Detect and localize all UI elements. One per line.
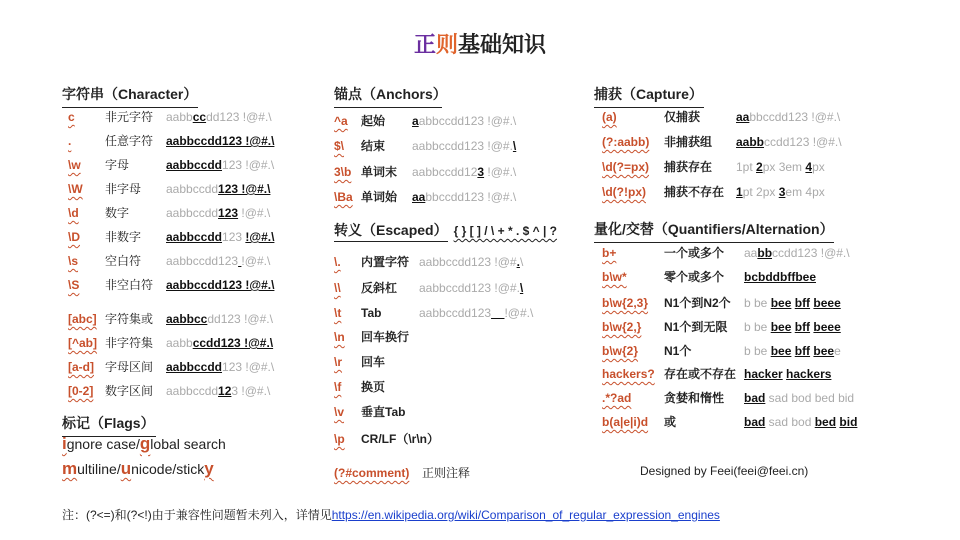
- description: 起始: [361, 114, 386, 128]
- pattern: [0-2]: [68, 384, 94, 398]
- non-match: aa: [744, 246, 758, 260]
- match: beee: [813, 296, 841, 310]
- pattern: b\w{2}: [602, 344, 639, 358]
- table-row: [334, 253, 604, 273]
- table-row: [62, 204, 332, 224]
- non-match: !@#.\: [241, 254, 271, 268]
- flag-text: gnore case/: [66, 436, 140, 452]
- example: [166, 228, 274, 246]
- pattern: \.: [334, 255, 341, 269]
- match: bad: [744, 391, 766, 405]
- non-match: 123 !@#.\: [222, 360, 275, 374]
- table-row: [62, 310, 332, 330]
- table-row: [598, 413, 868, 433]
- example: [166, 276, 274, 294]
- match: 3: [477, 165, 485, 179]
- table-row: [62, 228, 332, 248]
- match: 123 !@#.\: [218, 182, 271, 196]
- non-match: aabbccdd123: [166, 254, 239, 268]
- example: [744, 244, 850, 262]
- flags-line-1: [62, 434, 226, 454]
- escaped-chars: { } [ ] / \ + * . $ ^ | ?: [453, 224, 557, 238]
- non-match: pt 2px: [742, 185, 779, 199]
- flag-text: ultiline/: [77, 461, 121, 477]
- table-row: [62, 382, 332, 402]
- match: bff: [794, 320, 811, 334]
- match: bad: [744, 415, 766, 429]
- table-row: [62, 108, 332, 128]
- non-match: !@#.\: [484, 165, 517, 179]
- non-match: px: [812, 160, 825, 174]
- match: 3: [778, 185, 786, 199]
- match: bee: [770, 296, 792, 310]
- example: [166, 382, 270, 400]
- non-match: !@#.\: [504, 306, 534, 320]
- pattern: \p: [334, 432, 345, 446]
- example: [419, 253, 523, 271]
- pattern: \Ba: [334, 190, 353, 204]
- match: a: [412, 114, 419, 128]
- description: 回车换行: [361, 330, 410, 344]
- match: aabbccdd: [166, 230, 223, 244]
- match: 2: [756, 160, 763, 174]
- table-row: [598, 158, 868, 178]
- non-match: aabb: [166, 336, 193, 350]
- pattern: \S: [68, 278, 80, 292]
- non-match: 1pt: [736, 160, 757, 174]
- example: [419, 304, 533, 322]
- match: hackers: [786, 367, 832, 381]
- pattern: \w: [68, 158, 81, 172]
- table-row: [334, 378, 604, 398]
- match: !@#.\: [245, 230, 275, 244]
- example: [419, 279, 523, 297]
- table-row: [598, 133, 868, 153]
- non-match: aabb: [166, 110, 193, 124]
- flag-letter: y: [204, 459, 214, 478]
- example: [166, 132, 274, 150]
- match: __: [491, 306, 505, 320]
- non-match: 123 !@#.\: [222, 158, 275, 172]
- table-row: [334, 137, 604, 157]
- footnote: [62, 506, 720, 523]
- anchors-header: 锚点（Anchors）: [334, 84, 442, 108]
- comment-pattern: (?#comment): [334, 466, 410, 480]
- non-match: b be: [744, 344, 771, 358]
- pattern: (?:aabb): [602, 135, 650, 149]
- description: 单词始: [361, 190, 398, 204]
- table-row: [334, 353, 604, 373]
- match: bee: [813, 344, 835, 358]
- description: 内置字符: [361, 255, 410, 269]
- description: 非字母: [105, 182, 142, 196]
- table-row: [62, 276, 332, 296]
- description: 零个或多个: [664, 270, 725, 284]
- match: aabbccdd: [166, 360, 223, 374]
- table-row: [334, 304, 604, 324]
- match: aa: [412, 190, 426, 204]
- example: [736, 183, 825, 201]
- non-match: aabbccdd123 !@#.: [419, 281, 520, 295]
- page-title: [0, 28, 960, 59]
- match: aabbccdd123 !@#.\: [166, 134, 275, 148]
- description: 字母区间: [105, 360, 154, 374]
- flag-text: nicode/stick: [131, 461, 205, 477]
- non-match: aabbccdd123: [419, 306, 492, 320]
- description: 数字区间: [105, 384, 154, 398]
- non-match: bbccdd123 !@#.\: [749, 110, 841, 124]
- pattern: \f: [334, 380, 342, 394]
- pattern: c: [68, 110, 75, 124]
- non-match: px 3em: [762, 160, 806, 174]
- example: [736, 133, 842, 151]
- description: 空白符: [105, 254, 142, 268]
- table-row: [598, 342, 868, 362]
- example: [166, 108, 272, 126]
- non-match: aabbccdd: [166, 206, 219, 220]
- flag-letter: g: [139, 434, 151, 453]
- description: 任意字符: [105, 134, 154, 148]
- title-part-3: 基础知识: [458, 32, 547, 57]
- example: [412, 137, 516, 155]
- non-match: sad bod bed bid: [765, 391, 855, 405]
- non-match: e: [834, 344, 841, 358]
- description: 非元字符: [105, 110, 154, 124]
- pattern: (a): [602, 110, 617, 124]
- match: ccdd123 !@#.\: [192, 336, 274, 350]
- pattern: \d(?!px): [602, 185, 646, 199]
- example: [744, 318, 841, 336]
- description: 数字: [105, 206, 130, 220]
- example: [744, 413, 857, 431]
- example: [744, 342, 841, 360]
- table-row: [598, 294, 868, 314]
- description: 字母: [105, 158, 130, 172]
- table-row: [334, 112, 604, 132]
- pattern: \r: [334, 355, 343, 369]
- non-match: dd123 !@#.\: [207, 312, 273, 326]
- flag-text: lobal search: [150, 436, 226, 452]
- table-row: [334, 163, 604, 183]
- pattern: \n: [334, 330, 345, 344]
- pattern: \d: [68, 206, 79, 220]
- non-match: 3 !@#.\: [231, 384, 271, 398]
- example: [744, 268, 816, 286]
- title-part-1: 正: [413, 32, 436, 57]
- pattern: .: [68, 134, 72, 148]
- description: 结束: [361, 139, 386, 153]
- description: 贪婪和惰性: [664, 391, 725, 405]
- example: [744, 294, 841, 312]
- non-match: aabbccdd: [166, 182, 219, 196]
- non-match: !@#.\: [238, 206, 271, 220]
- match: bcbddbffbee: [744, 270, 816, 284]
- non-match: em 4px: [785, 185, 825, 199]
- table-row: [62, 252, 332, 272]
- match: .: [516, 255, 520, 269]
- description: N1个到N2个: [664, 296, 731, 310]
- pattern: \s: [68, 254, 79, 268]
- pattern: b(a|e|i)d: [602, 415, 649, 429]
- match: beee: [813, 320, 841, 334]
- pattern: [abc]: [68, 312, 97, 326]
- pattern: [a-d]: [68, 360, 94, 374]
- description: Tab: [361, 306, 382, 320]
- table-row: [62, 334, 332, 354]
- description: 或: [664, 415, 677, 429]
- match: aabbccdd: [166, 158, 223, 172]
- description: 单词末: [361, 165, 398, 179]
- example: [412, 188, 516, 206]
- description: 非数字: [105, 230, 142, 244]
- flag-letter: m: [62, 459, 78, 478]
- non-match: b be: [744, 296, 771, 310]
- table-row: [334, 279, 604, 299]
- non-match: aabbccdd12: [412, 165, 478, 179]
- match: \: [512, 139, 517, 153]
- match: bb: [757, 246, 773, 260]
- title-part-2: 则: [435, 32, 458, 57]
- table-row: [598, 108, 868, 128]
- pattern: hackers?: [602, 367, 655, 381]
- description: N1个: [664, 344, 692, 358]
- example: [412, 163, 516, 181]
- table-row: [598, 318, 868, 338]
- example: [412, 112, 516, 130]
- match: bff: [794, 344, 811, 358]
- example: [166, 156, 274, 174]
- pattern: [^ab]: [68, 336, 98, 350]
- pattern: b\w{2,}: [602, 320, 642, 334]
- example: [166, 180, 270, 198]
- description: 非捕获组: [664, 135, 713, 149]
- description: CR/LF（\r\n）: [361, 432, 439, 446]
- non-match: aabbccdd: [166, 384, 219, 398]
- non-match: dd123 !@#.\: [206, 110, 272, 124]
- pattern: 3\b: [334, 165, 352, 179]
- match: \: [519, 281, 524, 295]
- table-row: [62, 156, 332, 176]
- flags-header: 标记（Flags）: [62, 413, 156, 437]
- pattern: b\w*: [602, 270, 627, 284]
- footnote-text: 注：(?<=)和(?<!)由于兼容性问题暂未列入，详情见: [62, 508, 332, 522]
- escaped-header-label: 转义（Escaped）: [334, 222, 448, 242]
- flags-line-2: [62, 459, 214, 479]
- match: 4: [805, 160, 813, 174]
- example: [166, 310, 273, 328]
- non-match: ccdd123 !@#.\: [772, 246, 850, 260]
- non-match: ccdd123 !@#.\: [764, 135, 842, 149]
- match: cc: [192, 110, 207, 124]
- pattern: \D: [68, 230, 80, 244]
- table-row: [334, 430, 604, 450]
- description: 非字符集: [105, 336, 154, 350]
- table-row: [62, 358, 332, 378]
- description: 字符集或: [105, 312, 154, 326]
- non-match: 123: [222, 230, 246, 244]
- non-match: bbccdd123 !@#.\: [425, 190, 517, 204]
- description: 非空白符: [105, 278, 154, 292]
- description: 垂直Tab: [361, 405, 406, 419]
- pattern: b+: [602, 246, 617, 260]
- table-row: [598, 183, 868, 203]
- quantifiers-header: 量化/交替（Quantifiers/Alternation）: [594, 219, 834, 243]
- example: [744, 365, 831, 383]
- match: aabbcc: [166, 312, 208, 326]
- table-row: [598, 244, 868, 264]
- table-row: [62, 132, 332, 152]
- table-row: [598, 365, 868, 385]
- match: bee: [770, 320, 792, 334]
- example: [166, 334, 273, 352]
- non-match: b be: [744, 320, 771, 334]
- description: 一个或多个: [664, 246, 725, 260]
- flag-letter: i: [62, 434, 67, 453]
- description: 反斜杠: [361, 281, 398, 295]
- example: [166, 252, 270, 270]
- pattern: \v: [334, 405, 345, 419]
- capture-header: 捕获（Capture）: [594, 84, 704, 108]
- match: hacker: [744, 367, 783, 381]
- non-match: \: [519, 255, 524, 269]
- footnote-link[interactable]: https://en.wikipedia.org/wiki/Comparison_of_regular_expression_engines: [331, 508, 720, 522]
- escaped-header: [334, 220, 557, 240]
- description: 回车: [361, 355, 386, 369]
- example: [736, 108, 840, 126]
- table-row: [62, 180, 332, 200]
- example: [166, 204, 270, 222]
- match: 12: [218, 384, 232, 398]
- description: 仅捕获: [664, 110, 701, 124]
- comment-desc: 正则注释: [422, 466, 471, 480]
- pattern: $\: [334, 139, 345, 153]
- non-match: sad bod: [765, 415, 815, 429]
- table-row: [598, 268, 868, 288]
- pattern: \W: [68, 182, 83, 196]
- match: 123: [218, 206, 239, 220]
- pattern: .*?ad: [602, 391, 632, 405]
- match: 1: [736, 185, 743, 199]
- pattern: \\: [334, 281, 341, 295]
- example: [736, 158, 825, 176]
- pattern: \d(?=px): [602, 160, 649, 174]
- match: bff: [794, 296, 811, 310]
- non-match: abbccdd123 !@#.\: [418, 114, 517, 128]
- table-row: [334, 403, 604, 423]
- description: N1个到无限: [664, 320, 728, 334]
- example: [166, 358, 274, 376]
- non-match: aabbccdd123 !@#.: [412, 139, 513, 153]
- match: bid: [839, 415, 858, 429]
- pattern: ^a: [334, 114, 348, 128]
- table-row: [598, 389, 868, 409]
- credit-line: Designed by Feei(feei@feei.cn): [640, 464, 809, 478]
- table-row: [334, 188, 604, 208]
- description: 存在或不存在: [664, 367, 737, 381]
- match: bee: [770, 344, 792, 358]
- description: 换页: [361, 380, 386, 394]
- pattern: \t: [334, 306, 342, 320]
- match: aabb: [736, 135, 765, 149]
- match: aabbccdd123 !@#.\: [166, 278, 275, 292]
- example: [744, 389, 854, 407]
- table-row: [334, 328, 604, 348]
- match: aa: [736, 110, 750, 124]
- description: 捕获存在: [664, 160, 713, 174]
- character-header: 字符串（Character）: [62, 84, 198, 108]
- comment-row: [334, 464, 594, 484]
- match: bed: [814, 415, 837, 429]
- non-match: aabbccdd123 !@#: [419, 255, 517, 269]
- pattern: b\w{2,3}: [602, 296, 649, 310]
- flag-letter: u: [120, 459, 132, 478]
- description: 捕获不存在: [664, 185, 725, 199]
